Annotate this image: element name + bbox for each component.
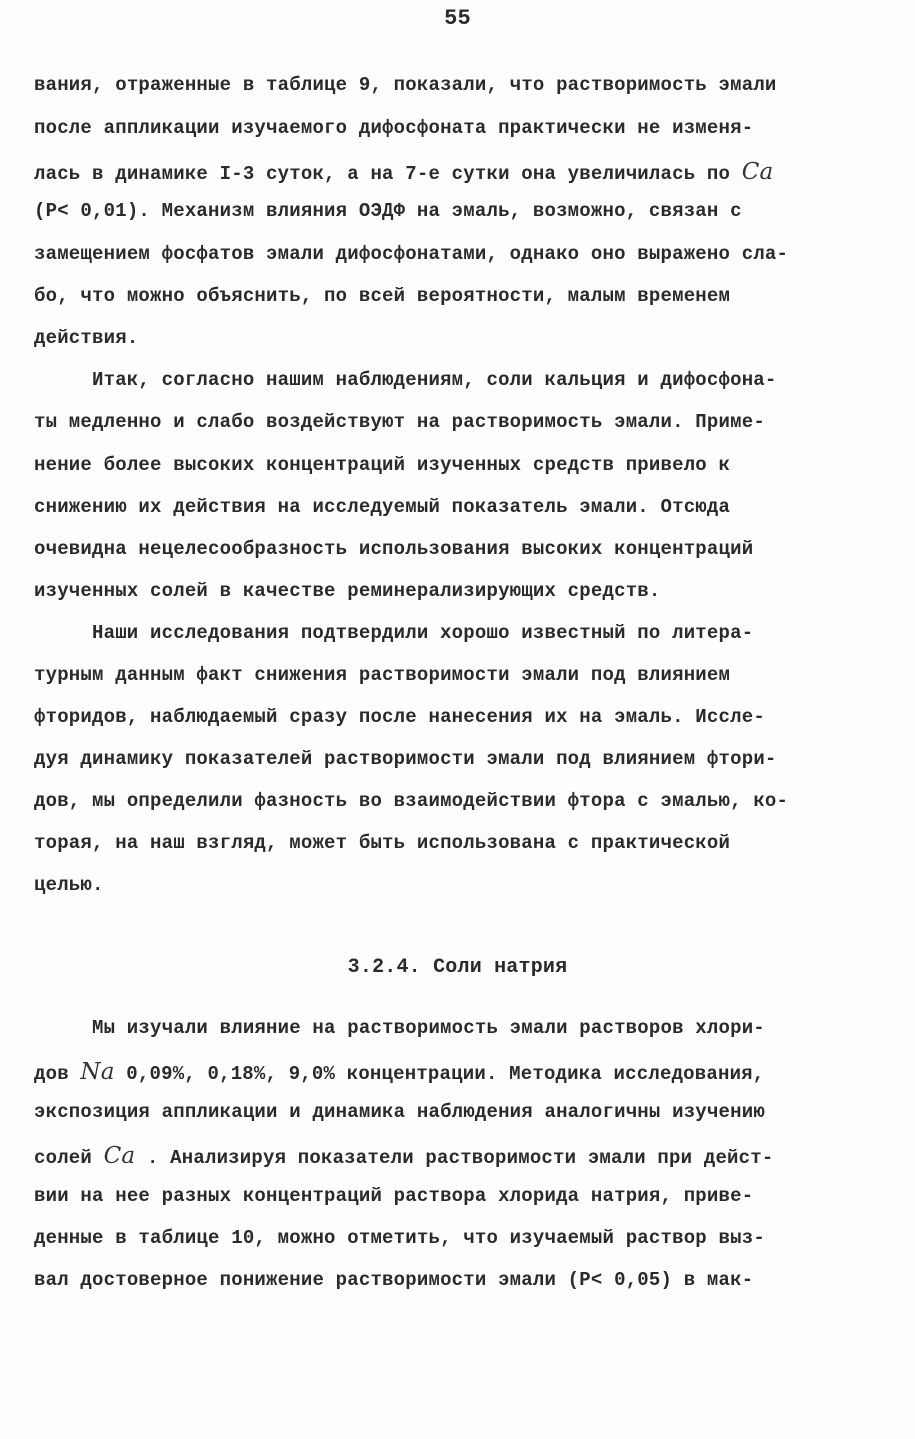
- paragraph-3-line-4: дуя динамику показателей растворимости эмали под влиянием фтори-: [34, 748, 777, 770]
- paragraph-3-line-3: фторидов, наблюдаемый сразу после нанесения их на эмаль. Иссле-: [34, 706, 765, 728]
- section-paragraph-line-2-end: 0,09%, 0,18%, 9,0% концентрации. Методика исследования,: [126, 1063, 765, 1085]
- paragraph-1-line-6: бо, что можно объяснить, по всей вероятности, малым временем: [34, 285, 731, 307]
- section-paragraph-line-3: экспозиция аппликации и динамика наблюдения аналогичны изучению: [34, 1101, 765, 1123]
- handwritten-ca-2: Ca: [103, 1143, 136, 1169]
- paragraph-1-line-3-text: лась в динамике I-3 суток, а на 7-е сутки она увеличилась по: [34, 163, 731, 185]
- paragraph-3-line-7: целью.: [34, 874, 104, 896]
- paragraph-1-line-5: замещением фосфатов эмали дифосфонатами, однако оно выражено сла-: [34, 243, 789, 265]
- paragraph-3-line-2: турным данным факт снижения растворимости эмали под влиянием: [34, 664, 731, 686]
- section-paragraph-line-4-start: солей: [34, 1147, 93, 1169]
- paragraph-2-line-3: нение более высоких концентраций изученных средств привело к: [34, 454, 731, 476]
- paragraph-2-line-2: ты медленно и слабо воздействуют на растворимость эмали. Приме-: [34, 411, 765, 433]
- section-paragraph-line-7: вал достоверное понижение растворимости эмали (P< 0,05) в мак-: [34, 1269, 754, 1291]
- page-number: 55: [444, 6, 471, 31]
- section-paragraph-line-4: [34, 1143, 773, 1169]
- paragraph-3-line-5: дов, мы определили фазность во взаимодействии фтора с эмалью, ко-: [34, 790, 789, 812]
- handwritten-ca: Ca: [741, 159, 774, 185]
- section-paragraph-line-5: вии на нее разных концентраций раствора хлорида натрия, приве-: [34, 1185, 754, 1207]
- paragraph-3-line-1: Наши исследования подтвердили хорошо известный по литера-: [92, 622, 754, 644]
- section-paragraph-line-6: денные в таблице 10, можно отметить, что изучаемый раствор выз-: [34, 1227, 765, 1249]
- paragraph-2-line-6: изученных солей в качестве реминерализирующих средств.: [34, 580, 661, 602]
- paragraph-2-line-4: снижению их действия на исследуемый показатель эмали. Отсюда: [34, 496, 731, 518]
- section-paragraph-line-4-end: . Анализируя показатели растворимости эмали при дейст-: [146, 1147, 774, 1169]
- paragraph-2-line-1: Итак, согласно нашим наблюдениям, соли кальция и дифосфона-: [92, 369, 777, 391]
- paragraph-1-line-4: (P< 0,01). Механизм влияния ОЭДФ на эмаль, возможно, связан с: [34, 200, 742, 222]
- handwritten-na: Na: [80, 1059, 115, 1085]
- section-paragraph-line-2-start: дов: [34, 1063, 69, 1085]
- section-heading: 3.2.4. Соли натрия: [347, 956, 568, 979]
- paragraph-1-line-7: действия.: [34, 327, 139, 349]
- section-paragraph-line-1: Мы изучали влияние на растворимость эмали растворов хлори-: [92, 1017, 765, 1039]
- paragraph-1-line-3: [34, 159, 773, 185]
- section-paragraph-line-2: [34, 1059, 764, 1085]
- paragraph-1-line-2: после аппликации изучаемого дифосфоната практически не изменя-: [34, 117, 754, 139]
- paragraph-3-line-6: торая, на наш взгляд, может быть использована с практической: [34, 832, 731, 854]
- paragraph-2-line-5: очевидна нецелесообразность использования высоких концентраций: [34, 538, 754, 560]
- paragraph-1-line-1: вания, отраженные в таблице 9, показали, что растворимость эмали: [34, 74, 777, 96]
